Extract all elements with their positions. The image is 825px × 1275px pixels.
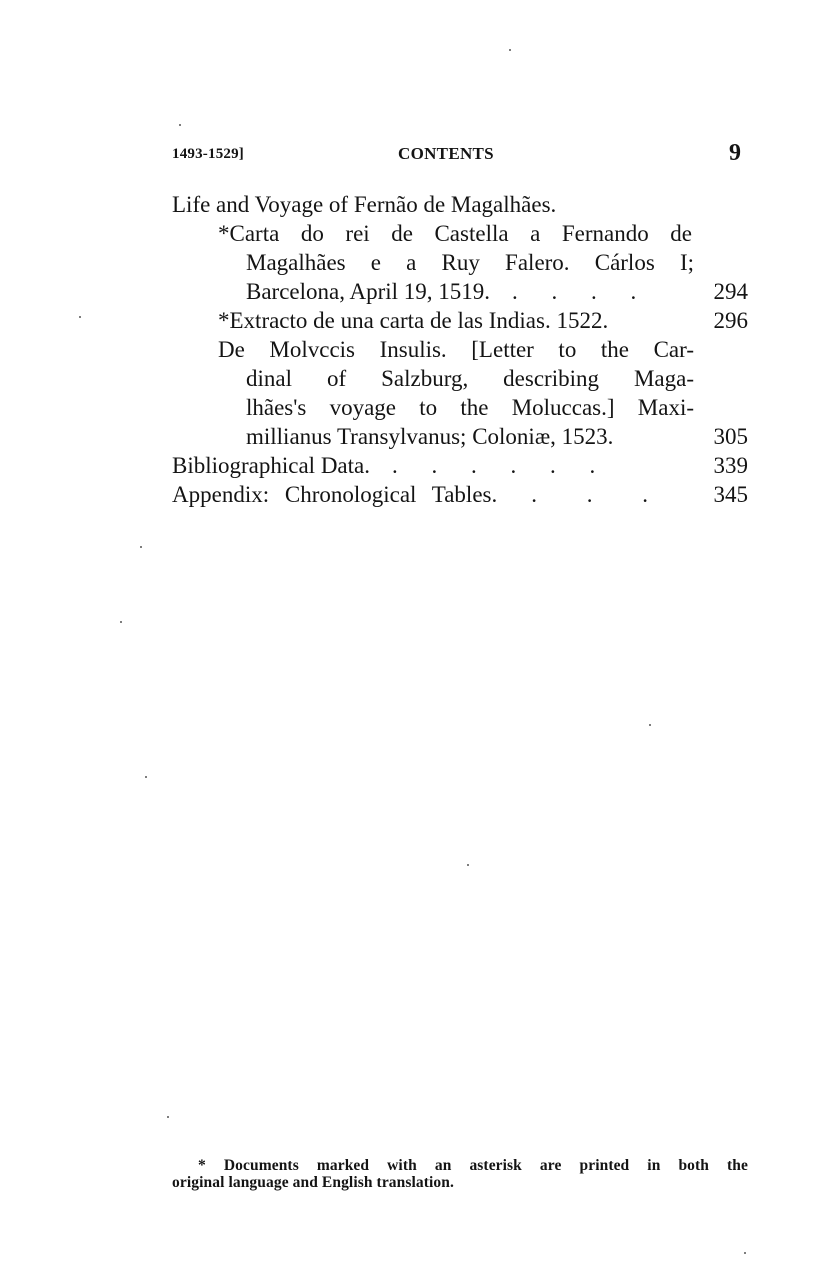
toc-entry-line: Bibliographical Data.	[172, 453, 370, 478]
scan-speck	[167, 1116, 169, 1118]
toc-page-number: 294	[713, 279, 748, 304]
scan-speck	[744, 1252, 746, 1254]
toc-entry	[172, 306, 748, 335]
section-title: Life and Voyage of Fernão de Magalhães.	[172, 192, 557, 217]
toc-entry-line: millianus Transylvanus; Coloniæ, 1523.	[246, 424, 614, 449]
table-of-contents	[172, 190, 748, 509]
toc-page-number: 305	[713, 424, 748, 449]
year-range: 1493-1529]	[172, 146, 244, 162]
toc-entry	[172, 480, 748, 509]
toc-entry	[172, 451, 748, 480]
toc-entry-line: dinal of Salzburg, describing Maga-	[246, 366, 694, 391]
page-number: 9	[729, 140, 741, 166]
toc-entry-line: Barcelona, April 19, 1519.	[246, 279, 491, 304]
toc-entry-line: Appendix: Chronological Tables.	[172, 482, 498, 507]
scan-speck	[140, 546, 142, 548]
scan-speck	[79, 316, 81, 318]
toc-entry-line: *Extracto de una carta de las Indias. 1522.	[218, 308, 609, 333]
toc-entry-line: De Molvccis Insulis. [Letter to the Car-	[218, 337, 694, 362]
leader-dots: . . .	[531, 482, 670, 507]
toc-entry-line: lhães's voyage to the Moluccas.] Maxi-	[246, 395, 694, 420]
toc-page-number: 345	[713, 482, 748, 507]
scan-speck	[179, 124, 181, 126]
leader-dots: . . . . . .	[392, 453, 610, 478]
scan-speck	[145, 776, 147, 778]
leader-dots: . . . .	[512, 279, 651, 304]
scan-speck	[120, 621, 122, 623]
toc-entry	[172, 219, 748, 306]
toc-page-number: 339	[713, 453, 748, 478]
toc-entry-line: *Carta do rei de Castella a Fernando de	[218, 221, 692, 246]
scan-speck	[509, 49, 511, 51]
running-header	[172, 142, 747, 172]
page-title: CONTENTS	[398, 144, 494, 163]
toc-entry	[172, 335, 748, 451]
footnote-line: original language and English translation.	[172, 1174, 454, 1191]
scan-speck	[649, 724, 651, 726]
toc-page-number: 296	[713, 308, 748, 333]
footnote	[172, 1157, 748, 1191]
toc-entry-line: Magalhães e a Ruy Falero. Cárlos I;	[246, 250, 694, 275]
scan-speck	[467, 864, 469, 866]
footnote-line: * Documents marked with an asterisk are printed in both the	[198, 1157, 748, 1174]
